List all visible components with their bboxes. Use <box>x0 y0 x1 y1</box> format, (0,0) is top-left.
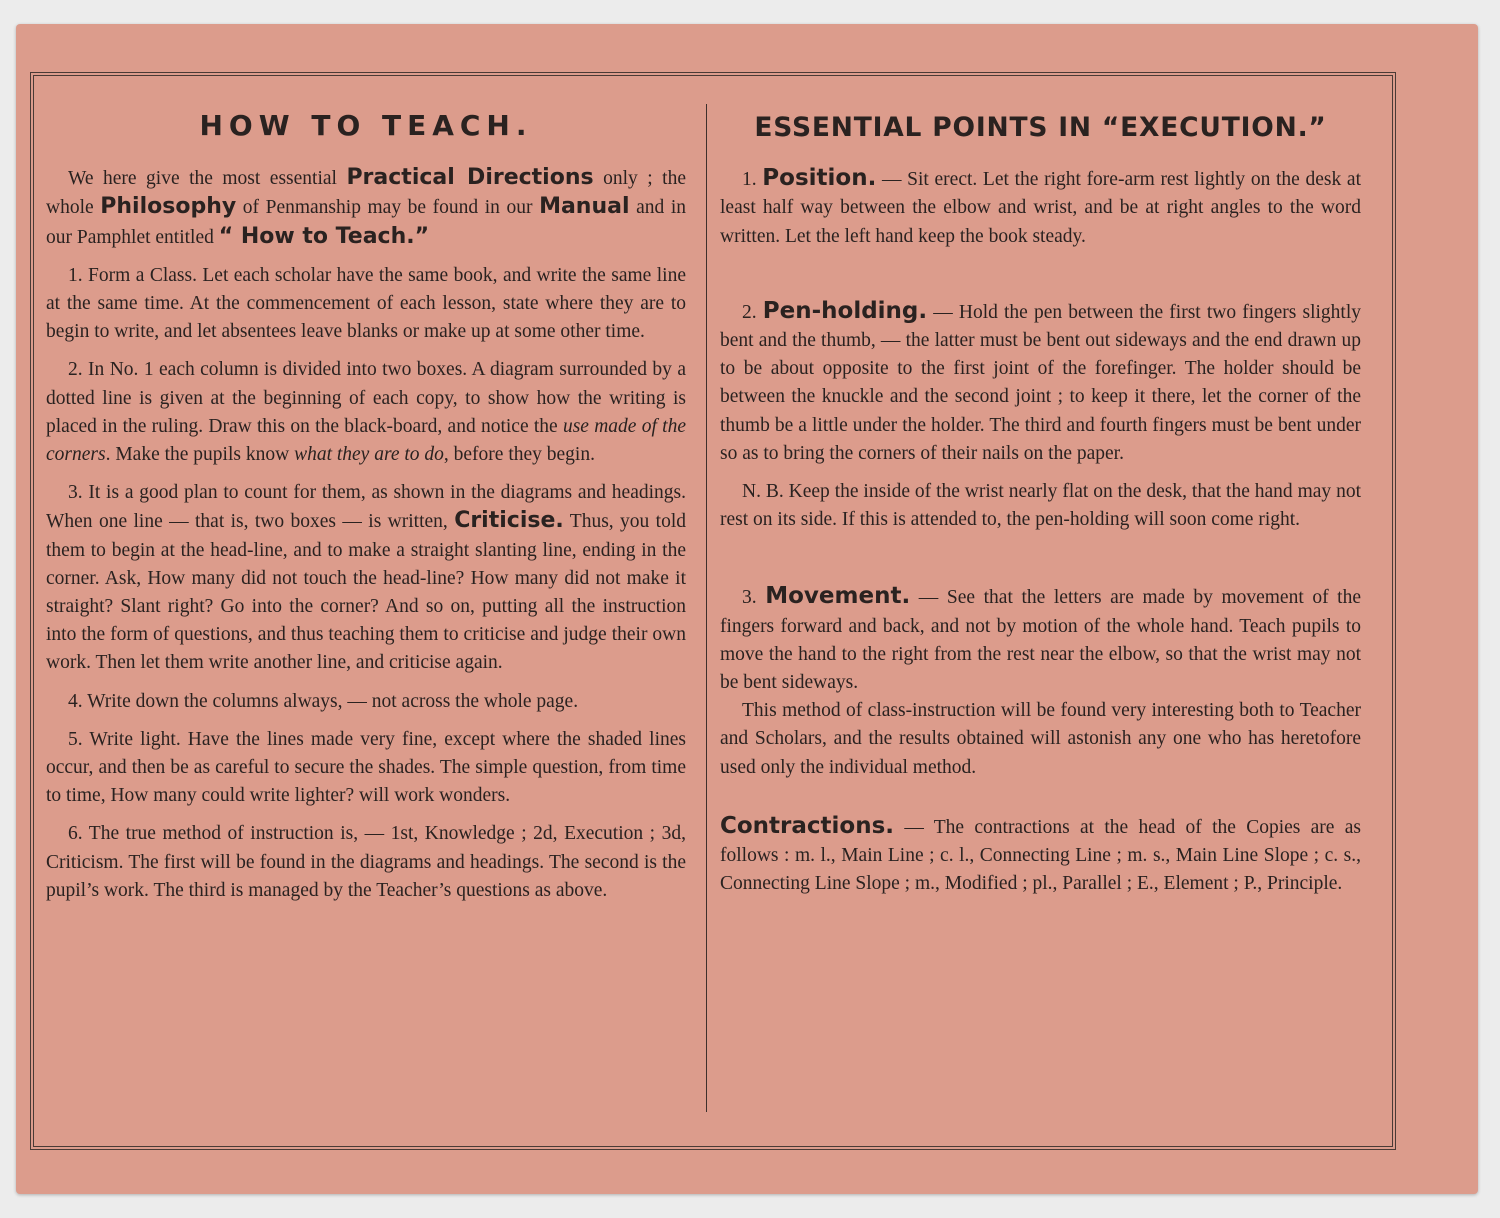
paragraph-3-text-2: Thus, you told them to begin at the head-line, and to make a straight slanting line, ending in the corner. Ask, How many did not touch the head-line? How many did not make it straight? Slant right? Go into the corner? And so on, putting all the instruction into the form of questions, and thus teaching them to criticise and judge their own work. Then let them write another line, and criticise again. <box>46 511 687 674</box>
movement-title: Movement. <box>765 583 911 610</box>
intro-how-to-teach: “ How to Teach.” <box>218 223 430 249</box>
intro-text-1: We here give the most essential <box>68 168 347 190</box>
column-divider <box>706 104 707 1112</box>
movement-number: 3. <box>742 587 766 609</box>
position-title: Position. <box>762 165 877 192</box>
position-number: 1. <box>742 169 763 191</box>
paragraph-2-text-2: . Make the pupils know <box>105 444 295 466</box>
left-column <box>46 104 686 915</box>
paragraph-3 <box>46 479 686 677</box>
pen-holding-text: — Hold the pen between the first two fingers slightly bent and the thumb, — the latter must be bent out sideways and the end drawn up to be about opposite to the first joint of the forefinger. The holder should be between the knuckle and the second joint ; to keep it there, let the corner of the thumb be a little under the holder. The third and fourth fingers must be bent under so as to bring the corners of their nails on the paper. <box>720 301 1362 464</box>
right-heading: ESSENTIAL POINTS IN “EXECUTION.” <box>754 112 1327 143</box>
intro-manual: Manual <box>539 194 630 220</box>
nb-paragraph: N. B. Keep the inside of the wrist nearly flat on the desk, that the hand may not rest on its side. If this is attended to, the pen-holding will soon come right. <box>720 481 1361 531</box>
pen-holding-paragraph <box>720 297 1361 468</box>
pen-holding-title: Pen-holding. <box>762 297 928 324</box>
paragraph-6: 6. The true method of instruction is, — 1st, Knowledge ; 2d, Execution ; 3d, Criticism. The first will be found in the diagrams and headings. The second is the pupil’s work. The third is managed by the Teacher’s questions as above. <box>46 823 686 901</box>
left-heading: HOW TO TEACH. <box>199 109 533 142</box>
criticise-label: Criticise. <box>454 508 564 534</box>
paragraph-4: 4. Write down the columns always, — not across the whole page. <box>68 690 579 712</box>
position-text: — Sit erect. Let the right fore-arm rest lightly on the desk at least half way between the elbow and wrist, and be at right angles to the word written. Let the left hand keep the book steady. <box>720 169 1361 247</box>
paragraph-2-italic-2: what they are to do <box>294 444 444 466</box>
contractions-paragraph <box>720 812 1361 899</box>
paragraph-2-italic-1: use made of the corners <box>46 415 686 466</box>
contractions-text: — The contractions at the head of the Copies are as follows : m. l., Main Line ; c. l., Connecting Line ; m. s., Main Line Slope ; c. s., Connecting Line Slope ; m., Modified ; pl., Parallel ; E., Element ; P., Principle. <box>720 816 1361 895</box>
intro-philosophy: Philosophy <box>100 194 237 220</box>
movement-text: — See that the letters are made by movement of the fingers forward and back, and not by motion of the whole hand. Teach pupils to move the hand to the right from the rest near the elbow, so that the wrist may not be bent sideways. <box>720 587 1362 694</box>
contractions-title: Contractions. <box>720 812 895 839</box>
paragraph-2-text-3: , before they begin. <box>443 444 595 466</box>
pen-holding-number: 2. <box>742 301 763 323</box>
position-paragraph <box>720 164 1361 251</box>
intro-text-4: and in our Pamphlet entitled <box>46 197 687 248</box>
paragraph-3-text-1: 3. It is a good plan to count for them, as shown in the diagrams and headings. When one line — that is, two boxes — is written, <box>46 482 686 533</box>
paragraph-2 <box>46 356 686 469</box>
intro-practical-directions: Practical Directions <box>346 165 594 191</box>
intro-paragraph <box>46 164 686 252</box>
intro-text-3: of Penmanship may be found in our <box>236 197 540 219</box>
method-paragraph: This method of class-instruction will be found very interesting both to Teacher and Scholars, and the results obtained will astonish any one who has heretofore used only the individual method. <box>720 700 1361 778</box>
paragraph-1: 1. Form a Class. Let each scholar have the same book, and write the same line at the same time. At the commencement of each lesson, state where they are to begin to write, and let absentees leave blanks or make up at some other time. <box>46 264 686 343</box>
right-column <box>720 104 1361 908</box>
paragraph-5: 5. Write light. Have the lines made very fine, except where the shaded lines occur, and then be as careful to secure the shades. The simple question, from time to time, How many could write lighter? will work wonders. <box>46 728 686 807</box>
paragraph-2-text-1: 2. In No. 1 each column is divided into two boxes. A diagram surrounded by a dotted line is given at the beginning of each copy, to show how the writing is placed in the ruling. Draw this on the black-board, and notice the <box>46 359 686 437</box>
movement-paragraph <box>720 582 1361 697</box>
intro-text-2: only ; the whole <box>46 168 686 219</box>
